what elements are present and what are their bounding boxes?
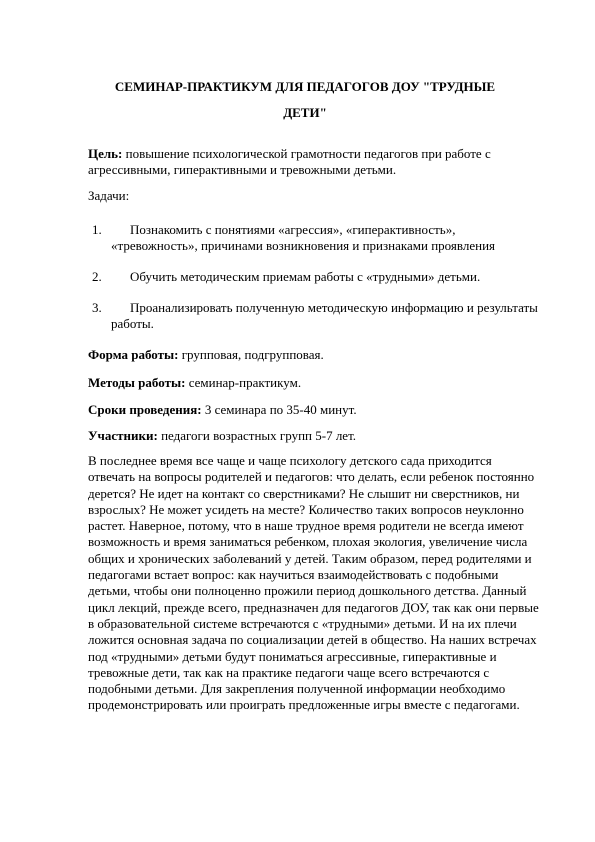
terms-label: Сроки проведения: [88,402,202,417]
goal-text: повышение психологической грамотности педагогов при работе с агрессивными, гиперактивными и тревожными детьми. [88,146,491,177]
task-item [88,300,538,332]
goal-paragraph [88,146,538,178]
task-text: Обучить методическим приемам работы с «трудными» детьми. [130,269,481,284]
task-item [88,269,538,285]
work-methods-line [88,375,538,391]
work-form-line [88,347,538,363]
document-title [85,74,525,126]
goal-label: Цель: [88,146,123,161]
participants-text: педагоги возрастных групп 5-7 лет. [157,428,357,443]
task-number: 3. [92,300,102,315]
task-text: Познакомить с понятиями «агрессия», «гиперактивность», «тревожность», причинами возникновения и признаками проявления [111,222,496,253]
work-methods-text: семинар-практикум. [185,375,302,390]
task-number: 1. [92,222,102,237]
title-line-2: ДЕТИ" [283,105,327,120]
task-number: 2. [92,269,102,284]
terms-line [88,402,538,418]
main-paragraph: В последнее время все чаще и чаще психологу детского сада приходится отвечать на вопросы родителей и педагогов: что делать, если ребенок постоянно дерется? Не идет на контакт со сверстниками? Не слышит ни сверстников, ни взрослых? Не может усидеть на месте? Количество таких вопросов неуклонно растет. Наверное, потому, что в наше трудное время родители не всегда имеют возможность и время заниматься ребенком, плохая экология, увеличение числа общих и хронических заболеваний у детей. Таким образом, перед родителями и педагогами встает вопрос: как научиться взаимодействовать с подобными детьми, чтобы они полноценно прожили период дошкольного детства. Данный цикл лекций, прежде всего, предназначен для педагогов ДОУ, так как они первые в образовательной системе встречаются с «трудными» детьми. И на их плечи ложится основная задача по социализации детей в общество. На наших встречах под «трудными» детьми будут пониматься агрессивные, гиперактивные и тревожные дети, так как на практике педагоги чаще всего встречаются с подобными детьми. Для закрепления полученной информации необходимо продемонстрировать или проиграть предложенные игры вместе с педагогами. [88,453,539,713]
task-item [88,222,538,254]
work-methods-label: Методы работы: [88,375,186,390]
task-text: Проанализировать полученную методическую информацию и результаты работы. [111,300,538,331]
terms-text: 3 семинара по 35-40 минут. [201,402,357,417]
participants-label: Участники: [88,428,158,443]
work-form-label: Форма работы: [88,347,179,362]
tasks-heading: Задачи: [88,188,130,203]
participants-line [88,428,538,444]
title-line-1: СЕМИНАР-ПРАКТИКУМ ДЛЯ ПЕДАГОГОВ ДОУ "ТРУДНЫЕ [114,79,496,94]
work-form-text: групповая, подгрупповая. [178,347,324,362]
